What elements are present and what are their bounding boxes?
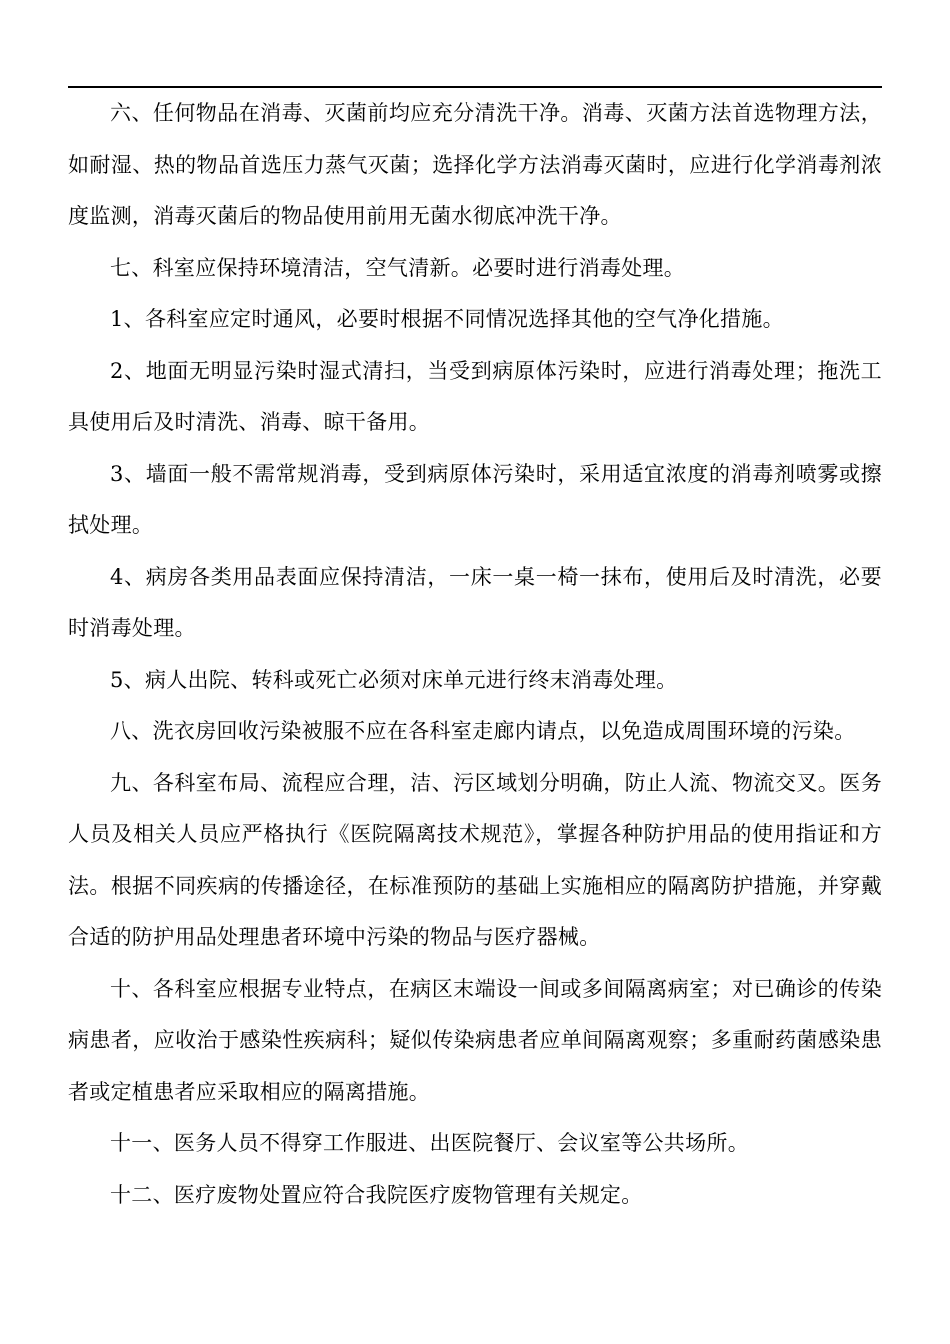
- paragraph-7-4: 4、病房各类用品表面应保持清洁，一床一桌一椅一抹布，使用后及时清洗，必要时消毒处理。: [68, 564, 882, 640]
- paragraph-9: 九、各科室布局、流程应合理，洁、污区域划分明确，防止人流、物流交叉。医务人员及相关人员应严格执行《医院隔离技术规范》，掌握各种防护用品的使用指证和方法。根据不同疾病的传播途径，在标准预防的基础上实施相应的隔离防护措施，并穿戴合适的防护用品处理患者环境中污染的物品与医疗器械。: [68, 770, 882, 949]
- paragraph-10: 十、各科室应根据专业特点，在病区末端设一间或多间隔离病室；对已确诊的传染病患者，应收治于感染性疾病科；疑似传染病患者应单间隔离观察；多重耐药菌感染患者或定植患者应采取相应的隔离措施。: [68, 976, 882, 1104]
- paragraph-12: 十二、医疗废物处置应符合我院医疗废物管理有关规定。: [110, 1182, 643, 1207]
- paragraph-7-2: 2、地面无明显污染时湿式清扫，当受到病原体污染时，应进行消毒处理；拖洗工具使用后及时清洗、消毒、晾干备用。: [68, 358, 882, 434]
- paragraph-6: 六、任何物品在消毒、灭菌前均应充分清洗干净。消毒、灭菌方法首选物理方法，如耐湿、热的物品首选压力蒸气灭菌；选择化学方法消毒灭菌时，应进行化学消毒剂浓度监测，消毒灭菌后的物品使用前用无菌水彻底冲洗干净。: [68, 101, 882, 228]
- paragraph-7: 七、科室应保持环境清洁，空气清新。必要时进行消毒处理。: [110, 255, 686, 280]
- paragraph-7-5: 5、病人出院、转科或死亡必须对床单元进行终末消毒处理。: [110, 667, 678, 692]
- document-body: [68, 88, 882, 1221]
- paragraph-11: 十一、医务人员不得穿工作服进、出医院餐厅、会议室等公共场所。: [110, 1131, 749, 1155]
- paragraph-7-3: 3、墙面一般不需常规消毒，受到病原体污染时，采用适宜浓度的消毒剂喷雾或擦拭处理。: [68, 461, 882, 537]
- paragraph-7-1: 1、各科室应定时通风，必要时根据不同情况选择其他的空气净化措施。: [110, 307, 784, 331]
- paragraph-8: 八、洗衣房回收污染被服不应在各科室走廊内请点，以免造成周围环境的污染。: [110, 719, 856, 743]
